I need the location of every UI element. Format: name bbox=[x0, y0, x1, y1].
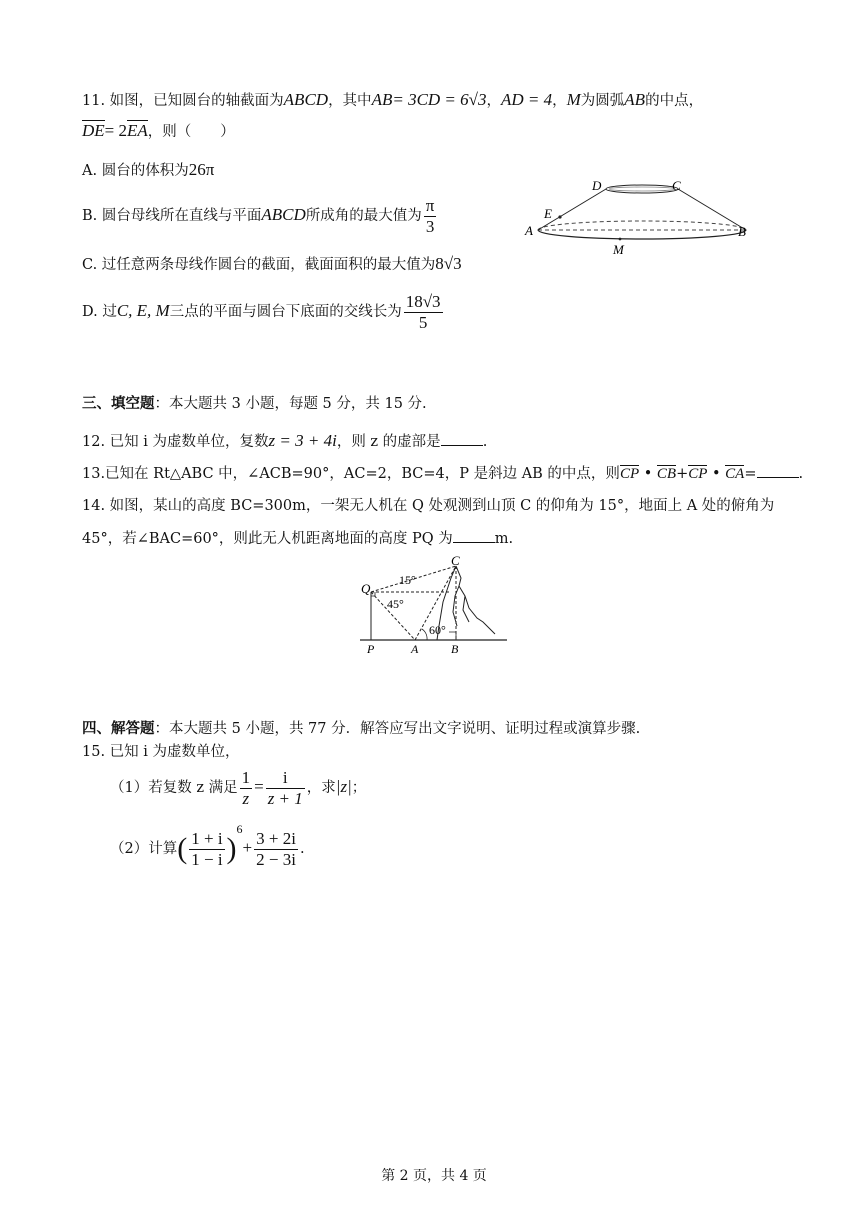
q11-opt-d-text: D. 过 bbox=[82, 304, 117, 321]
q13-vec-cp-1: CP bbox=[619, 466, 640, 482]
q15-part2 bbox=[110, 822, 305, 869]
frustum-bottom-back bbox=[538, 221, 746, 230]
q15-p1-suffix: ，求 bbox=[306, 780, 336, 797]
q15-p1-prefix: （1）若复数 z 满足 bbox=[110, 780, 238, 797]
page-footer: 第 2 页，共 4 页 bbox=[381, 1168, 487, 1184]
q13-answer-blank[interactable] bbox=[757, 465, 799, 478]
q11-section-name: ABCD bbox=[283, 90, 329, 109]
q11-option-b bbox=[82, 196, 438, 236]
q15-p2-prefix: （2）计算 bbox=[110, 841, 178, 857]
q15-p1-fraction-1 bbox=[240, 768, 253, 808]
q11-opt-b-den: 3 bbox=[425, 216, 435, 236]
q15-p2-end: . bbox=[299, 841, 305, 857]
label-a: A bbox=[525, 223, 533, 238]
q15-p1-f2-num: i bbox=[266, 768, 305, 789]
q15-p2-rparen: ) bbox=[226, 832, 237, 865]
label-angle-60: 60° bbox=[429, 623, 446, 637]
q15-p1-end: ； bbox=[351, 780, 367, 797]
q11-opt-d-mid: 三点的平面与圆台下底面的交线长为 bbox=[169, 304, 402, 321]
q11-opt-b-plane: ABCD bbox=[261, 205, 306, 225]
q11-opt-d-fraction bbox=[404, 292, 443, 332]
q14-line1: 14. 如图，某山的高度 BC=300m，一架无人机在 Q 处观测到山顶 C 的仰角为 15°，地面上 A 处的俯角为 bbox=[82, 498, 775, 514]
q11-opt-d-den: 5 bbox=[418, 312, 428, 332]
q11-ab: AB bbox=[371, 90, 393, 109]
q13-eq: = bbox=[744, 466, 757, 482]
q11-ad: AD = 4 bbox=[500, 90, 553, 109]
q13-end: . bbox=[798, 466, 804, 482]
q11-line2 bbox=[82, 121, 235, 141]
label-d: D bbox=[592, 178, 602, 193]
q11-opt-b-num: π bbox=[425, 196, 435, 215]
q13-dot-2: • bbox=[707, 466, 726, 482]
q13-vec-cp-2: CP bbox=[688, 466, 708, 482]
q11-opt-a-value: 26π bbox=[188, 160, 215, 179]
q11-vec-eq: = 2 bbox=[104, 121, 128, 140]
q12-answer-blank[interactable] bbox=[441, 433, 483, 446]
q11-arc: AB bbox=[624, 90, 646, 109]
q11-vec-de: DE bbox=[82, 121, 105, 140]
q11-opt-b-fraction bbox=[424, 196, 437, 236]
q15-p1-eq: = bbox=[254, 777, 264, 797]
section-3-desc: ：本大题共 3 小题，每题 5 分，共 15 分. bbox=[154, 396, 427, 412]
q13-text: 13.已知在 Rt△ABC 中，∠ACB=90°，AC=2，BC=4，P 是斜边 AB 的中点，则 bbox=[82, 466, 620, 482]
label-c: C bbox=[672, 178, 681, 193]
label-e: E bbox=[544, 206, 552, 221]
q15-p1-f2-den: z + 1 bbox=[267, 788, 303, 808]
q15-p1-fraction-2 bbox=[266, 768, 305, 808]
frustum-generatrix-bc bbox=[678, 189, 746, 230]
q13-vec-cb: CB bbox=[656, 466, 677, 482]
q11-opt-d-num: 18√3 bbox=[405, 292, 441, 311]
frustum-top-ellipse bbox=[606, 185, 678, 193]
q12-prefix: 12. 已知 i 为虚数单位，复数 bbox=[82, 434, 269, 450]
angle-arc-a bbox=[422, 629, 427, 640]
q14-line2 bbox=[82, 530, 513, 548]
q11-vec-ea: EA bbox=[127, 121, 148, 140]
label-b-2: B bbox=[451, 642, 459, 656]
q15-intro: 15. 已知 i 为虚数单位， bbox=[82, 744, 240, 760]
q15-p2-plus: + bbox=[242, 838, 253, 857]
q11-opt-c-value: 8√3 bbox=[435, 254, 462, 273]
q15-p2-f1-den: 1 − i bbox=[191, 849, 223, 869]
q15-p1-abs: |z| bbox=[335, 777, 352, 797]
q11-option-c bbox=[82, 254, 462, 274]
q15-p2-f2-num: 3 + 2i bbox=[256, 828, 296, 848]
q12-end: . bbox=[482, 434, 488, 450]
q14-answer-blank[interactable] bbox=[453, 530, 495, 543]
section-4-heading bbox=[82, 720, 640, 738]
q11-m: M bbox=[566, 90, 581, 109]
q15-p2-lparen: ( bbox=[177, 832, 188, 865]
q11-line2-tail: ，则（ ） bbox=[147, 124, 235, 140]
q15-p1-f1-num: 1 bbox=[241, 768, 251, 787]
section-4-desc: ：本大题共 5 小题，共 77 分．解答应写出文字说明、证明过程或演算步骤. bbox=[154, 721, 641, 737]
frustum-figure bbox=[520, 172, 770, 262]
q13-plus: + bbox=[676, 466, 689, 482]
q11-sep: ， bbox=[486, 93, 501, 109]
q12-expr: z = 3 + 4i bbox=[268, 431, 337, 450]
section-3-heading bbox=[82, 395, 427, 413]
q11-opt-d-points: C, E, M bbox=[116, 301, 170, 321]
point-m bbox=[619, 238, 622, 241]
label-angle-15: 15° bbox=[399, 573, 416, 587]
frustum-bottom-front bbox=[538, 230, 746, 239]
q11-opt-b-text: B. 圆台母线所在直线与平面 bbox=[82, 208, 262, 225]
q11-option-d bbox=[82, 292, 445, 332]
label-angle-45: 45° bbox=[387, 597, 404, 611]
q15-p2-f2-den: 2 − 3i bbox=[256, 849, 296, 869]
q15-p2-fraction-2 bbox=[254, 829, 298, 869]
q13-vec-ca: CA bbox=[725, 466, 745, 482]
q11-opt-a-text: A. 圆台的体积为 bbox=[82, 163, 189, 179]
q11-tail: 为圆弧 bbox=[580, 93, 625, 109]
label-c-2: C bbox=[451, 556, 460, 568]
q11-end: 的中点， bbox=[645, 93, 704, 109]
q15-p2-exponent: 6 bbox=[236, 822, 243, 836]
frustum-top-inner bbox=[609, 187, 675, 191]
right-angle-b bbox=[449, 632, 456, 640]
section-4-title: 四、解答题 bbox=[82, 720, 155, 737]
q13 bbox=[82, 465, 803, 483]
q15-part1 bbox=[110, 768, 366, 808]
label-m: M bbox=[613, 242, 624, 257]
q11-opt-c-text: C. 过任意两条母线作圆台的截面，截面面积的最大值为 bbox=[82, 257, 436, 273]
q11-mid: ，其中 bbox=[328, 93, 372, 109]
label-b: B bbox=[738, 224, 746, 239]
section-3-title: 三、填空题 bbox=[82, 395, 155, 412]
q15-p2-f1-num: 1 + i bbox=[191, 828, 223, 848]
drone-figure bbox=[355, 556, 515, 656]
label-p: P bbox=[367, 642, 375, 656]
q14-line2-text: 45°，若∠BAC=60°，则此无人机距离地面的高度 PQ 为 bbox=[82, 531, 453, 547]
label-q: Q bbox=[361, 581, 371, 596]
q11-opt-b-mid: 所成角的最大值为 bbox=[305, 208, 422, 225]
q11-option-a bbox=[82, 160, 214, 180]
point-e bbox=[558, 215, 561, 218]
q15-p2-fraction-1 bbox=[189, 829, 224, 869]
q12 bbox=[82, 431, 487, 451]
label-a-2: A bbox=[411, 642, 419, 656]
q11-ab-rest: = 3CD = 6√3 bbox=[392, 90, 487, 109]
q11-prefix: 11. 如图，已知圆台的轴截面为 bbox=[82, 93, 284, 109]
q11-line1 bbox=[82, 90, 703, 110]
q11-sep2: ， bbox=[552, 93, 567, 109]
q12-suffix: ，则 z 的虚部是 bbox=[336, 434, 441, 450]
q15-p1-f1-den: z bbox=[242, 788, 250, 808]
q14-end: m. bbox=[494, 531, 514, 547]
q13-dot-1: • bbox=[639, 466, 657, 482]
